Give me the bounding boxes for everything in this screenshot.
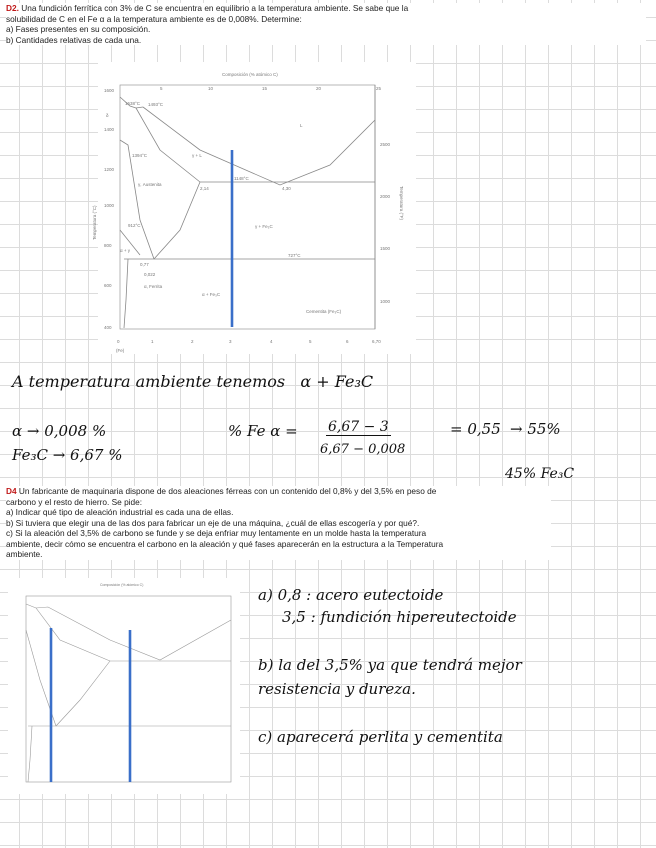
bottom-left-label: (Fe) <box>116 348 125 353</box>
percent-fe3c: 45% Fe₃C <box>505 466 575 482</box>
right-axis-label: Temperatura (°F) <box>399 186 404 221</box>
label-430: 4,30 <box>282 186 291 191</box>
problem-d2-number: D2. <box>6 3 19 13</box>
left-tick: 800 <box>104 243 112 248</box>
label-1538: 1538°C <box>125 101 141 106</box>
lever-result: = 0,55 <box>450 420 501 438</box>
label-alpha-fe3c: α + Fe₃C <box>202 292 221 297</box>
phases-line: A temperatura ambiente tenemos α + Fe₃C <box>12 372 374 391</box>
right-tick: 1000 <box>380 299 391 304</box>
problem-d4-line2: carbono y el resto de hierro. Se pide: <box>6 496 143 507</box>
left-tick: 1600 <box>104 88 115 93</box>
problem-d4-item-b: b) Si tuviera que elegir una de las dos para fabricar un eje de una máquina, ¿cuál de ellas escogería y por qué?. <box>6 517 420 528</box>
small-diagram-title: Composición (% atómico C) <box>100 583 144 587</box>
left-tick: 600 <box>104 283 112 288</box>
percent-alpha: → 55% <box>510 420 561 438</box>
left-tick: 1200 <box>104 167 115 172</box>
bottom-tick: 1 <box>151 339 154 344</box>
bottom-tick: 6,70 <box>372 339 381 344</box>
answer-a-line1: a) 0,8 : acero eutectoide <box>258 586 444 604</box>
label-alpha-ferrite: α, Ferrita <box>144 284 163 289</box>
top-tick: 25 <box>376 86 382 91</box>
left-tick: 1000 <box>104 203 115 208</box>
problem-d4-item-c1: c) Si la aleación del 3,5% de carbono se funde y se deja enfriar muy lentamente en un molde hasta la temperatura <box>6 528 427 538</box>
bottom-tick: 2 <box>191 339 194 344</box>
problem-d2-line1: D2. Una fundición ferrítica con 3% de C se encuentra en equilibrio a la temperatura ambiente. Se sabe que la <box>6 3 409 13</box>
bottom-tick: 5 <box>309 339 312 344</box>
label-1148: 1148°C <box>234 176 249 181</box>
problem-d2-item-b: b) Cantidades relativas de cada una. <box>6 34 142 45</box>
problem-d4-number: D4 <box>6 486 17 496</box>
right-tick: 1500 <box>380 246 391 251</box>
label-austenite: γ, Austenita <box>138 182 162 187</box>
label-077: 0,77 <box>140 262 149 267</box>
label-L: L <box>300 123 303 128</box>
label-delta: δ <box>106 113 109 118</box>
left-tick: 1400 <box>104 127 115 132</box>
small-diagram-background <box>8 578 240 794</box>
lever-numerator: 6,67 − 3 <box>328 419 389 435</box>
bottom-tick: 6 <box>346 339 349 344</box>
left-axis-label: Temperatura (°C) <box>92 205 97 240</box>
top-tick: 5 <box>160 86 163 91</box>
label-1394: 1394°C <box>132 153 148 158</box>
lever-formula-lhs: % Fe α = <box>228 422 298 440</box>
answer-b-line2: resistencia y dureza. <box>258 680 416 698</box>
label-alpha-gamma: α + γ <box>120 248 130 253</box>
right-tick: 2500 <box>380 142 391 147</box>
problem-d4-item-c2: ambiente, decir cómo se encuentra el carbono en la aleación y qué fases aparecerán en la estructura a la Temperatura <box>6 538 444 549</box>
bottom-tick: 4 <box>270 339 273 344</box>
bottom-tick: 0 <box>117 339 120 344</box>
fe3c-composition: Fe₃C → 6,67 % <box>12 446 123 464</box>
alpha-composition: α → 0,008 % <box>12 422 107 440</box>
left-tick: 400 <box>104 325 112 330</box>
problem-d4-item-a: a) Indicar qué tipo de aleación industrial es cada una de ellas. <box>6 507 234 517</box>
answer-a-line2: 3,5 : fundición hipereutectoide <box>282 608 517 626</box>
diagram-title: Composición (% atómico C) <box>222 72 278 77</box>
label-0022: 0,022 <box>144 272 156 277</box>
problem-d4-line1: D4 Un fabricante de maquinaria dispone de dos aleaciones férreas con un contenido del 0,8% y del 3,5% en peso de <box>6 486 437 496</box>
label-727: 727°C <box>288 253 301 258</box>
label-1493: 1493°C <box>148 102 164 107</box>
problem-d2-line2: solubilidad de C en el Fe α a la temperatura ambiente es de 0,008%. Determine: <box>6 13 302 24</box>
right-tick: 2000 <box>380 194 391 199</box>
label-912: 912°C <box>128 223 141 228</box>
label-gamma-L: γ + L <box>192 153 202 158</box>
label-211: 2,14 <box>200 186 209 191</box>
answer-b-line1: b) la del 3,5% ya que tendrá mejor <box>258 656 522 674</box>
top-tick: 10 <box>208 86 214 91</box>
top-tick: 20 <box>316 86 322 91</box>
answer-c-line1: c) aparecerá perlita y cementita <box>258 728 503 746</box>
label-cementite: Cementita (Fe₃C) <box>306 309 342 314</box>
label-gamma-fe3c: γ + Fe₃C <box>255 224 273 229</box>
top-tick: 15 <box>262 86 268 91</box>
bottom-tick: 3 <box>229 339 232 344</box>
problem-d4-item-c3: ambiente. <box>6 549 43 559</box>
problem-d2-item-a: a) Fases presentes en su composición. <box>6 24 151 34</box>
lever-denominator: 6,67 − 0,008 <box>320 442 406 457</box>
